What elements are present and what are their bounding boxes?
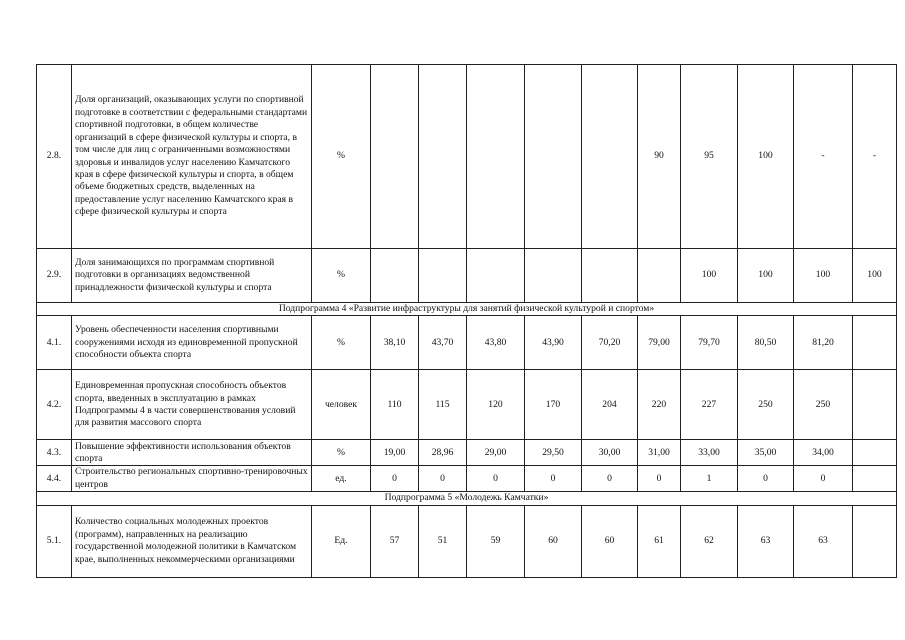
value-cell: 43,70 [419,316,467,370]
value-cell: 0 [467,466,525,492]
value-cell: 33,00 [681,440,738,466]
value-cell: 35,00 [738,440,794,466]
value-cell: 51 [419,505,467,577]
value-cell [525,65,582,249]
table-row [37,440,897,466]
value-cell [853,370,897,440]
value-cell: 220 [638,370,681,440]
value-cell: 34,00 [794,440,853,466]
value-cell [467,249,525,303]
unit-of-measure: Ед. [312,505,371,577]
value-cell: 59 [467,505,525,577]
value-cell: 43,90 [525,316,582,370]
value-cell: 63 [794,505,853,577]
unit-of-measure: % [312,440,371,466]
subprogram-header-row [37,492,897,505]
row-number: 4.3. [37,440,72,466]
table-row [37,316,897,370]
row-number: 4.4. [37,466,72,492]
indicator-name: Строительство региональных спортивно-тренировочных центров [72,466,312,492]
value-cell: 0 [738,466,794,492]
value-cell: 28,96 [419,440,467,466]
value-cell [853,440,897,466]
value-cell: 100 [738,249,794,303]
value-cell: 170 [525,370,582,440]
value-cell: 100 [794,249,853,303]
value-cell: 100 [853,249,897,303]
value-cell [467,65,525,249]
value-cell [419,65,467,249]
value-cell [582,249,638,303]
value-cell [419,249,467,303]
value-cell: 29,00 [467,440,525,466]
value-cell: 0 [419,466,467,492]
value-cell: 62 [681,505,738,577]
value-cell: 1 [681,466,738,492]
value-cell [853,466,897,492]
value-cell: 110 [371,370,419,440]
table-row [37,505,897,577]
value-cell: 90 [638,65,681,249]
unit-of-measure: % [312,65,371,249]
table-row [37,65,897,249]
row-number: 4.2. [37,370,72,440]
row-number: 4.1. [37,316,72,370]
row-number: 5.1. [37,505,72,577]
value-cell: 60 [525,505,582,577]
indicator-name: Доля занимающихся по программам спортивной подготовки в организациях ведомственной принадлежности физической культуры и спорта [72,249,312,303]
value-cell: 250 [738,370,794,440]
value-cell [853,505,897,577]
table-row [37,466,897,492]
value-cell [371,65,419,249]
value-cell: 31,00 [638,440,681,466]
value-cell: 70,20 [582,316,638,370]
value-cell [371,249,419,303]
subprogram-title: Подпрограмма 5 «Молодежь Камчатки» [37,492,897,505]
table-row [37,249,897,303]
value-cell: 38,10 [371,316,419,370]
value-cell: 0 [638,466,681,492]
value-cell: 0 [371,466,419,492]
value-cell: 120 [467,370,525,440]
value-cell: 79,70 [681,316,738,370]
value-cell: 63 [738,505,794,577]
value-cell: 0 [794,466,853,492]
value-cell: 250 [794,370,853,440]
value-cell: 100 [738,65,794,249]
value-cell: 0 [525,466,582,492]
indicator-name: Повышение эффективности использования объектов спорта [72,440,312,466]
value-cell: - [794,65,853,249]
value-cell: 60 [582,505,638,577]
value-cell: 19,00 [371,440,419,466]
value-cell: 30,00 [582,440,638,466]
indicator-name: Количество социальных молодежных проектов (программ), направленных на реализацию государственной молодежной политики в Камчатском крае, выполненных некоммерческими организациями [72,505,312,577]
table-body [37,65,897,578]
unit-of-measure: человек [312,370,371,440]
value-cell: 0 [582,466,638,492]
value-cell: 43,80 [467,316,525,370]
subprogram-title: Подпрограмма 4 «Развитие инфраструктуры для занятий физической культурой и спортом» [37,303,897,316]
value-cell: 100 [681,249,738,303]
value-cell: 80,50 [738,316,794,370]
row-number: 2.8. [37,65,72,249]
value-cell: 204 [582,370,638,440]
indicator-name: Уровень обеспеченности населения спортивными сооружениями исходя из единовременной пропускной способности объекта спорта [72,316,312,370]
value-cell [582,65,638,249]
value-cell: - [853,65,897,249]
value-cell: 95 [681,65,738,249]
indicators-table [36,64,897,578]
value-cell: 61 [638,505,681,577]
value-cell: 81,20 [794,316,853,370]
value-cell: 29,50 [525,440,582,466]
row-number: 2.9. [37,249,72,303]
table-row [37,370,897,440]
subprogram-header-row [37,303,897,316]
indicator-name: Доля организаций, оказывающих услуги по спортивной подготовке в соответствии с федеральными стандартами спортивной подготовки, в общем количестве организаций в сфере физической культуры и спорта, в том числе для лиц с ограниченными возможностями здоровья и инвалидов услуг населению Камчатского края в сфере физической культуры и спорта, в общем объеме бюджетных средств, выделенных на предоставление услуг населению Камчатского края в сфере физической культуры и спорта [72,65,312,249]
value-cell [638,249,681,303]
value-cell: 79,00 [638,316,681,370]
value-cell: 115 [419,370,467,440]
unit-of-measure: % [312,316,371,370]
value-cell [525,249,582,303]
indicator-name: Единовременная пропускная способность объектов спорта, введенных в эксплуатацию в рамках Подпрограммы 4 в части совершенствования условий для развития массового спорта [72,370,312,440]
value-cell [853,316,897,370]
value-cell: 57 [371,505,419,577]
unit-of-measure: % [312,249,371,303]
unit-of-measure: ед. [312,466,371,492]
value-cell: 227 [681,370,738,440]
